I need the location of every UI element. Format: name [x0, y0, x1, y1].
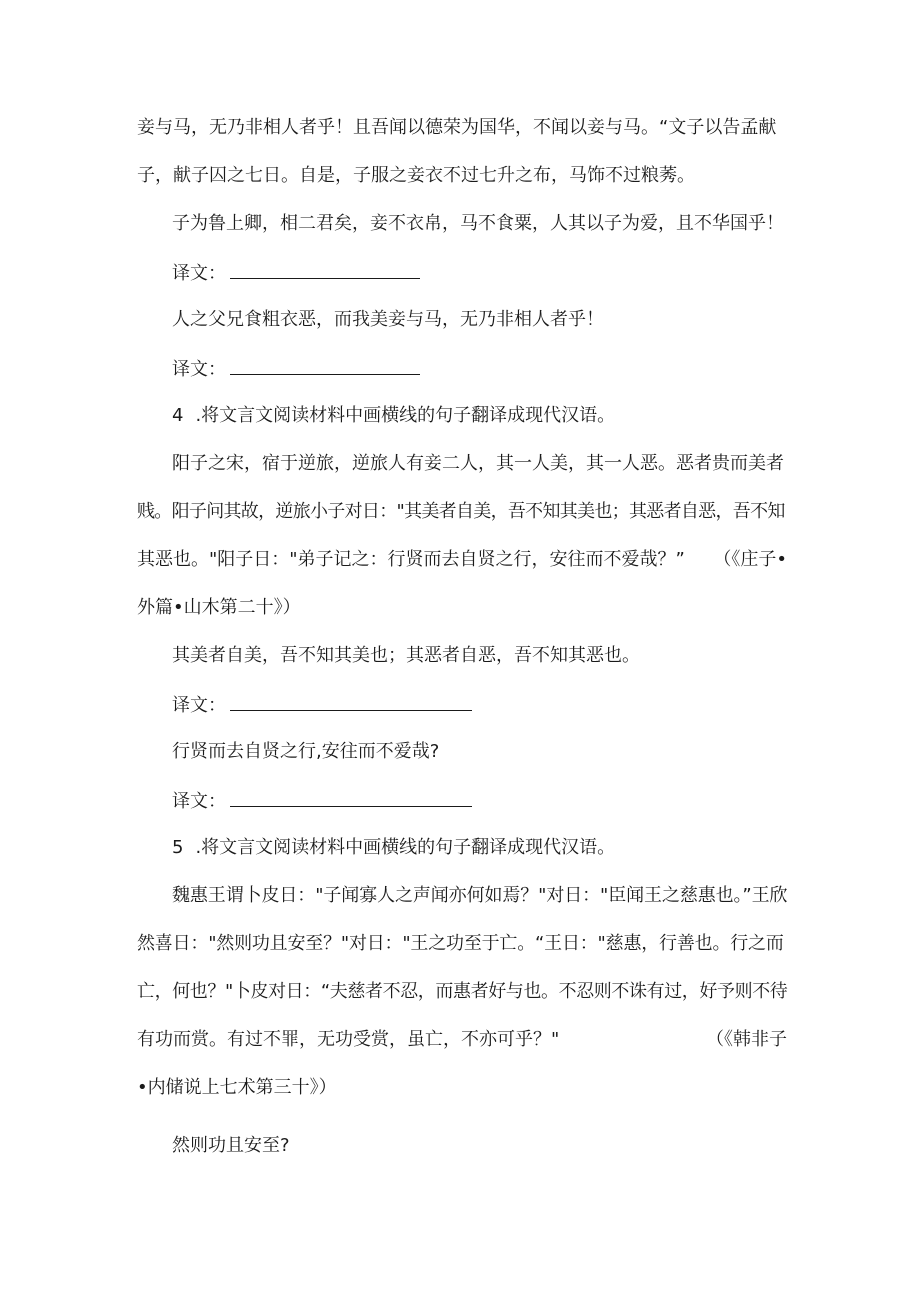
q3-sentence-1-text: 子为鲁上卿，相二君矣，妾不衣帛，马不食粟，人其以子为爱，且不华国乎！ [172, 213, 784, 234]
q5-passage-line-2 [137, 932, 787, 956]
answer-blank[interactable] [230, 692, 472, 711]
q5-instruction: .将文言文阅读材料中画横线的句子翻译成现代汉语。 [195, 837, 616, 858]
q4-source-continued: 外篇•山木第二十》） [137, 597, 301, 618]
q5-passage-line-4 [137, 1028, 787, 1052]
q5-passage-text: 有功而赏。有过不罪，无功受赏，虽亡，不亦可乎？" [137, 1029, 560, 1050]
q3-passage-text: 妾与马，无乃非相人者乎！且吾闻以德荣为国华，不闻以妾与马。“文子以告孟献 [137, 117, 777, 138]
q4-sentence-1 [172, 644, 822, 668]
q5-source: （《韩非子 [706, 1029, 787, 1050]
answer-blank[interactable] [230, 356, 420, 375]
q4-passage-text: 阳子之宋，宿于逆旅，逆旅人有妾二人，其一人美，其一人恶。恶者贵而美者 [172, 453, 784, 474]
q3-sentence-2 [172, 308, 822, 332]
q4-passage-line-4 [137, 596, 787, 620]
answer-label: 译文： [172, 695, 226, 716]
answer-blank[interactable] [230, 788, 472, 807]
q3-answer-1 [172, 260, 822, 286]
q5-sentence-1-text: 然则功且安至? [172, 1135, 290, 1156]
q5-sentence-1 [172, 1134, 822, 1158]
q3-passage-line-1 [137, 116, 787, 140]
q3-passage-text: 子，献子囚之七日。自是，子服之妾衣不过七升之布，马饰不过粮莠。 [137, 165, 695, 186]
q3-passage-line-2 [137, 164, 787, 188]
q5-source-continued: •内储说上七术第三十》） [137, 1077, 337, 1098]
q3-sentence-2-text: 人之父兄食粗衣恶，而我美妾与马，无乃非相人者乎！ [172, 309, 604, 330]
q4-passage-text: 贱。阳子问其故，逆旅小子对日："其美者自美，吾不知其美也；其恶者自恶，吾不知 [137, 501, 785, 522]
q4-number: 4 [172, 405, 184, 426]
q4-sentence-2-text: 行贤而去自贤之行,安往而不爱哉? [172, 741, 440, 762]
q3-answer-2 [172, 356, 822, 382]
q4-passage-text: 其恶也。"阳子日："弟子记之：行贤而去自贤之行，安往而不爱哉？” [137, 549, 685, 570]
answer-label: 译文： [172, 263, 226, 284]
q4-passage-line-2 [137, 500, 787, 524]
q5-passage-line-1 [172, 884, 787, 908]
q5-passage-text: 然喜日："然则功且安至？"对日："王之功至于亡。“王日："慈惠，行善也。行之而 [137, 933, 784, 954]
q5-number: 5 [172, 837, 184, 858]
q4-passage-line-1 [172, 452, 787, 476]
q4-sentence-1-text: 其美者自美，吾不知其美也；其恶者自恶，吾不知其恶也。 [172, 645, 640, 666]
q4-sentence-2 [172, 740, 822, 764]
q3-sentence-1 [172, 212, 822, 236]
q4-instruction: .将文言文阅读材料中画横线的句子翻译成现代汉语。 [195, 405, 616, 426]
q4-heading [172, 404, 822, 428]
answer-blank[interactable] [230, 260, 420, 279]
q4-passage-line-3 [137, 548, 787, 572]
q5-passage-line-3 [137, 980, 787, 1004]
q4-answer-2 [172, 788, 822, 814]
q5-passage-text: 魏惠王谓卜皮日："子闻寡人之声闻亦何如焉？"对日："臣闻王之慈惠也。”王欣 [172, 885, 788, 906]
q5-passage-text: 亡，何也？"卜皮对日：“夫慈者不忍，而惠者好与也。不忍则不诛有过，好予则不待 [137, 981, 788, 1002]
q5-heading [172, 836, 822, 860]
q5-passage-line-5 [137, 1076, 787, 1100]
q4-source: （《庄子• [713, 549, 787, 570]
answer-label: 译文： [172, 791, 226, 812]
answer-label: 译文： [172, 359, 226, 380]
q4-answer-1 [172, 692, 822, 718]
